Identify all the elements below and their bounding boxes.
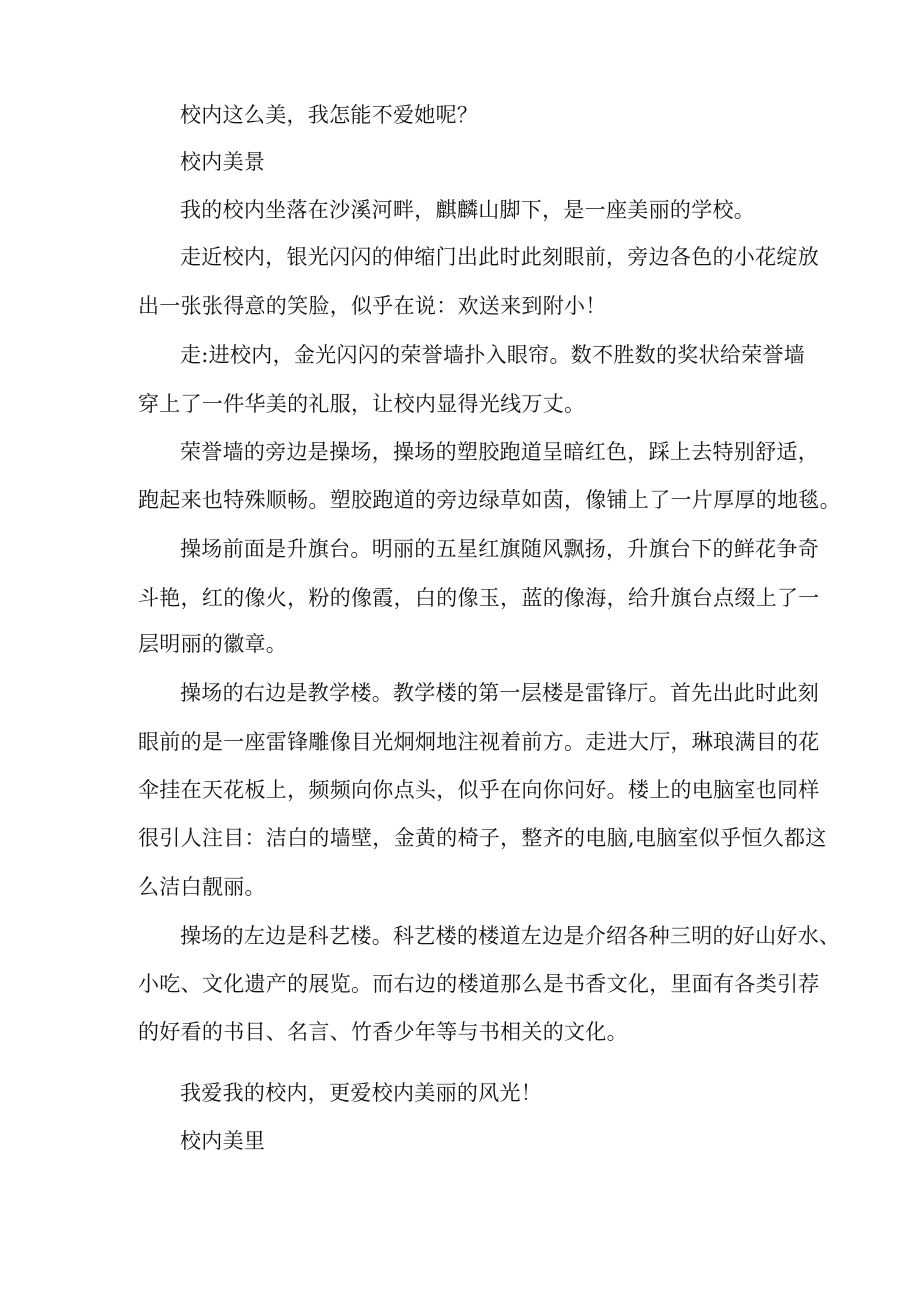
paragraph-line: 出一张张得意的笑脸，似乎在说：欢送来到附小！ [138,294,607,318]
paragraph-line: 伞挂在天花板上，频频向你点头，似乎在向你问好。楼上的电脑室也同样 [138,778,820,802]
paragraph-line: 操场前面是升旗台。明丽的五星红旗随风飘扬，升旗台下的鲜花争奇 [180,537,819,561]
paragraph-line: 层明丽的徽章。 [138,632,288,656]
paragraph-line: 走:进校内，金光闪闪的荣誉墙扑入眼帘。数不胜数的奖状给荣誉墙 [180,343,806,367]
paragraph-line: 荣誉墙的旁边是操场，操场的塑胶跑道呈暗红色，踩上去特别舒适， [180,440,819,464]
paragraph-line: 跑起来也特殊顺畅。塑胶跑道的旁边绿草如茵，像铺上了一片厚厚的地毯。 [138,488,841,512]
section-heading: 校内美景 [180,150,266,174]
paragraph-line: 我的校内坐落在沙溪河畔，麒麟山脚下，是一座美丽的学校。 [180,198,756,222]
paragraph-line: 小吃、文化遗产的展览。而右边的楼道那么是书香文化，里面有各类引荐 [138,972,820,996]
paragraph-line: 操场的左边是科艺楼。科艺楼的楼道左边是介绍各种三明的好山好水、 [180,924,841,948]
paragraph-line: 么洁白靓丽。 [138,875,266,899]
paragraph-line: 斗艳，红的像火，粉的像霞，白的像玉，蓝的像海，给升旗台点缀上了一 [138,586,820,610]
paragraph-line: 我爱我的校内，更爱校内美丽的风光！ [180,1081,543,1105]
paragraph-line: 很引人注目：洁白的墙壁，金黄的椅子，整齐的电脑,电脑室似乎恒久都这 [138,826,827,850]
paragraph-line: 穿上了一件华美的礼服，让校内显得光线万丈。 [138,392,586,416]
paragraph-line: 操场的右边是教学楼。教学楼的第一层楼是雷锋厅。首先出此时此刻 [180,681,819,705]
paragraph-line: 校内这么美，我怎能不爱她呢？ [180,103,479,127]
section-heading: 校内美里 [180,1129,266,1153]
paragraph-line: 走近校内，银光闪闪的伸缩门出此时此刻眼前，旁边各色的小花绽放 [180,245,819,269]
paragraph-line: 眼前的是一座雷锋雕像目光炯炯地注视着前方。走进大厅，琳琅满目的花 [138,730,820,754]
paragraph-line: 的好看的书目、名言、竹香少年等与书相关的文化。 [138,1020,628,1044]
